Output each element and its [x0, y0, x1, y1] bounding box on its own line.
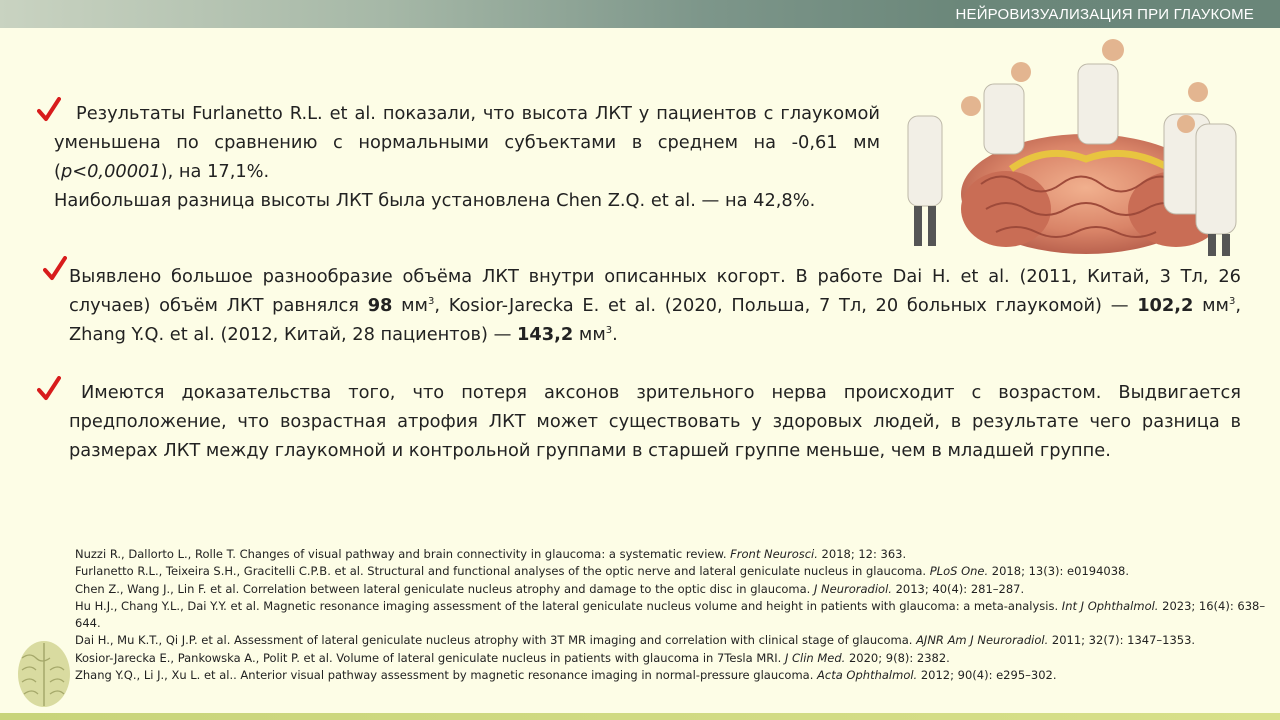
reference-item: Chen Z., Wang J., Lin F. et al. Correlation between lateral geniculate nucleus atrophy and damage to the optic disc in glaucoma. J Neuroradiol. 2013; 40(4): 281–287. — [75, 581, 1025, 596]
brain-scientists-illustration — [896, 34, 1258, 260]
slide-section-title: НЕЙРОВИЗУАЛИЗАЦИЯ ПРИ ГЛАУКОМЕ — [955, 6, 1254, 23]
checkmark-icon — [37, 376, 61, 402]
unit-1-exponent: 3 — [427, 296, 435, 308]
header-bar — [0, 0, 1280, 28]
footer-bar — [0, 713, 1280, 720]
volume-value-2: 102,2 — [1137, 295, 1194, 316]
bullet-paragraph-3 — [69, 378, 1241, 465]
reference-item: Dai H., Mu K.T., Qi J.P. et al. Assessment of lateral geniculate nucleus atrophy with 3T MR imaging and correlation with clinical stage of glaucoma. AJNR Am J Neuroradiol. 2011; 32(7): 1347–1353. — [75, 633, 1196, 648]
unit-3: мм — [573, 324, 606, 345]
bullet-1-second-line: Наибольшая разница высоты ЛКТ была установлена Chen Z.Q. et al. — на 42,8%. — [54, 190, 816, 211]
reference-item: Furlanetto R.L., Teixeira S.H., Gracitelli C.P.B. et al. Structural and functional analyses of the optic nerve and lateral geniculate nucleus in glaucoma. PLoS One. 2018; 13(3): e0194038. — [75, 564, 1129, 579]
bullet-2-text-1: Выявлено большое разнообразие объёма ЛКТ внутри описанных когорт. В работе Dai H. et al. (2011, Китай, 3 Тл, 26 случаев) объём ЛКТ равнялся — [69, 266, 1241, 316]
bullet-2-text-end: . — [612, 324, 618, 345]
unit-3-exponent: 3 — [605, 325, 613, 337]
unit-2-exponent: 3 — [1228, 296, 1236, 308]
bullet-paragraph-1 — [54, 99, 880, 215]
volume-value-3: 143,2 — [517, 324, 574, 345]
bullet-2-text-2: , Kosior-Jarecka E. et al. (2020, Польша, 7 Тл, 20 больных глаукомой) — — [434, 295, 1138, 316]
references-list — [75, 546, 1275, 684]
bullet-paragraph-2 — [69, 262, 1241, 349]
reference-item: Kosior-Jarecka E., Pankowska A., Polit P. et al. Volume of lateral geniculate nucleus in patients with glaucoma in 7Tesla MRI. J Clin Med. 2020; 9(8): 2382. — [75, 650, 950, 665]
unit-2: мм — [1193, 295, 1229, 316]
bullet-1-text-end: ), на 17,1%. — [160, 161, 270, 182]
reference-item: Hu H.J., Chang Y.L., Dai Y.Y. et al. Magnetic resonance imaging assessment of the lateral geniculate nucleus volume and height in patients with glaucoma: a meta-analysis. Int J Ophthalmol. 2023; 16(4): 638–644. — [75, 598, 1266, 631]
brain-logo — [14, 638, 74, 712]
reference-item: Zhang Y.Q., Li J., Xu L. et al.. Anterior visual pathway assessment by magnetic resonance imaging in normal-pressure glaucoma. Acta Ophthalmol. 2012; 90(4): e295–302. — [75, 668, 1057, 683]
volume-value-1: 98 — [367, 295, 393, 316]
unit-1: мм — [392, 295, 428, 316]
reference-item: Nuzzi R., Dallorto L., Rolle T. Changes of visual pathway and brain connectivity in glaucoma: a systematic review. Front Neurosci. 2018; 12: 363. — [75, 547, 907, 561]
p-value: p<0,00001 — [60, 161, 161, 182]
bullet-3-text: Имеются доказательства того, что потеря аксонов зрительного нерва происходит с возрастом. Выдвигается предположение, что возрастная атрофия ЛКТ может существовать у здоровых людей, в результате чего разница в размерах ЛКТ между глаукомной и контрольной группами в старшей группе меньше, чем в младшей группе. — [69, 382, 1241, 461]
bullet-1-text: Результаты Furlanetto R.L. et al. показали, что высота ЛКТ у пациентов с глаукомой уменьшена по сравнению с нормальными субъектами в среднем на -0,61 мм ( — [54, 103, 880, 182]
bullet-2-text-3: , Zhang Y.Q. et al. (2012, Китай, 28 пациентов) — — [69, 295, 1242, 345]
checkmark-icon — [43, 256, 67, 282]
